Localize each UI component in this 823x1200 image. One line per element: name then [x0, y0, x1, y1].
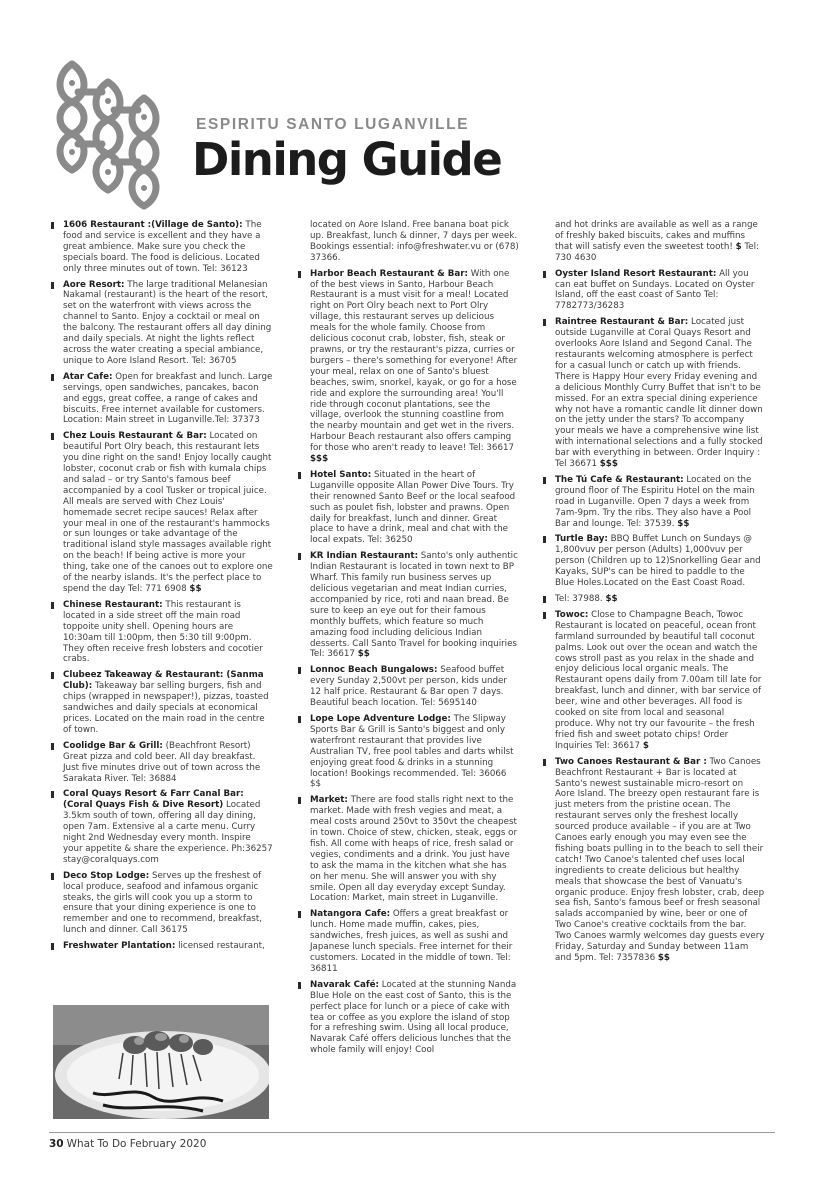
listing-entry	[296, 714, 520, 790]
restaurant-name: Coolidge Bar & Grill:	[63, 740, 163, 751]
bullet-marker	[298, 716, 301, 723]
bullet-marker	[543, 319, 546, 326]
price-rating: $$$	[599, 459, 618, 470]
restaurant-name: Harbor Beach Restaurant & Bar:	[310, 268, 468, 279]
listing-entry	[541, 594, 765, 605]
restaurant-description: Located just outside Luganville at Coral Quays Resort and overlooks Aore Island and Segond Canal. The restaurants welcoming atmosphere is perfect for a casual lunch or catch up with friends. There is Happy Hour every Friday evening and a delicious Monthly Curry Buffet that isn't to be missed. For an extra special dining experience why not have a romantic candle lit dinner down on the jetty under the stars? To accompany your meals we have a comprehensive wine list with international selections and a fully stocked bar with everything in between. Order Inquiry : Tel 36671	[555, 317, 763, 470]
listing-entry	[49, 741, 273, 785]
listing-entry	[49, 280, 273, 367]
listing-entry	[296, 220, 520, 264]
page-footer	[49, 1138, 206, 1150]
restaurant-description: Situated in the heart of Luganville opposite Allan Power Dive Tours. Try their renowned Santo Beef or the local seafood such as poulet fish, lobster and prawns. Open daily for breakfast, lunch and dinner. Great place to have a drink, meal and chat with the local expats. Tel: 36250	[310, 469, 516, 546]
bullet-marker	[298, 553, 301, 560]
listing-entry	[49, 431, 273, 595]
page-title: Dining Guide	[192, 133, 502, 186]
restaurant-name: Aore Resort:	[63, 279, 125, 290]
restaurant-description: Located 3.5km south of town, offering all day dining, open 7am. Extensive al a carte menu. Curry night 2nd Wednesday every month. Inspire your appetite & share the experience. Ph:36257 stay@coralquays.com	[63, 800, 273, 865]
listing-entry	[541, 317, 765, 470]
listing-entry	[49, 670, 273, 735]
listing-entry	[296, 551, 520, 660]
listing-entry	[541, 534, 765, 589]
price-rating: $$	[605, 594, 618, 604]
column-1	[49, 220, 273, 957]
listing-entry	[49, 941, 273, 952]
bullet-marker	[51, 672, 54, 679]
bullet-marker	[298, 472, 301, 479]
bullet-marker	[51, 282, 54, 289]
restaurant-name: KR Indian Restaurant:	[310, 551, 419, 562]
restaurant-name: Lonnoc Beach Bungalows:	[310, 665, 438, 676]
restaurant-name: Hotel Santo:	[310, 469, 372, 480]
restaurant-name: Towoc:	[555, 609, 589, 620]
restaurant-name: Raintree Restaurant & Bar:	[555, 317, 689, 328]
bullet-marker	[51, 791, 54, 798]
listing-entry	[49, 789, 273, 865]
listing-entry	[296, 795, 520, 904]
restaurant-description: located on Aore Island. Free banana boat pick up. Breakfast, lunch & dinner, 7 days per week. Bookings essential: info@freshwater.vu or (678) 37366.	[310, 220, 519, 263]
bullet-marker	[51, 374, 54, 381]
price-rating: $$	[189, 584, 202, 594]
listing-entry	[541, 269, 765, 313]
restaurant-name: Natangora Cafe:	[310, 909, 391, 920]
restaurant-name: Lope Lope Adventure Lodge:	[310, 713, 451, 724]
food-photo	[53, 1005, 269, 1119]
listing-entry	[541, 475, 765, 530]
restaurant-description: Tel: 37988.	[555, 594, 603, 604]
restaurant-description: Two Canoes Beachfront Restaurant + Bar is located at Santo's newest sustainable micro-resort on Aore Island. The breezy open restaurant fare is just meters from the pristine ocean. The restaurant serves only the freshest locally sourced produce available – if you are at Two Canoes early enough you may even see the fishing boats pulling in to the beach to sell their catch! Two Canoe's talented chef uses local ingredients to create delicious but healthy meals that showcase the best of Vanuatu's organic produce. Enjoy fresh lobster, crab, deep sea fish, Santo's famous beef or fresh seasonal salads accompanied by wine, beer or one of Two Canoe's creative cocktails from the bar. Two Canoes warmly welcomes day guests every Friday, Saturday and Sunday between 11am and 5pm. Tel: 7357836	[555, 756, 765, 963]
listing-entry	[296, 980, 520, 1056]
price-rating: $$	[357, 649, 370, 660]
restaurant-name: Deco Stop Lodge:	[63, 870, 150, 881]
listing-entry	[541, 220, 765, 264]
restaurant-description: BBQ Buffet Lunch on Sundays @ 1,800vuv per person (Adults) 1,000vuv per person (Children up to 12)Snorkelling Gear and Kayaks, SUP's can be hired to paddle to the Blue Holes.Located on the East Coast Road.	[555, 534, 761, 589]
bullet-marker	[51, 602, 54, 609]
restaurant-description: Takeaway bar selling burgers, fish and chips (wrapped in newspaper!), pizzas, toasted sandwiches and daily specials at economical prices. Located on the main road in the centre of town.	[63, 681, 269, 735]
bullet-marker	[298, 982, 301, 989]
restaurant-description: licensed restaurant,	[175, 941, 265, 952]
restaurant-description: Santo's only authentic Indian Restaurant is located in town next to BP Wharf. This family run business serves up delicious vegetarian and meat Indian curries, accompanied by rice, roti and naan bread. Be sure to keep an eye out for their famous monthly buffets, which feature so much amazing food including delicious Indian desserts. Call Santo Travel for booking inquiries Tel: 36617	[310, 551, 518, 660]
restaurant-name: Atar Cafe:	[63, 371, 113, 382]
phone-number: Tel: 730 4630	[555, 241, 759, 263]
restaurant-description: Located on beautiful Port Olry beach, this restaurant lets you dine right on the sand! Enjoy locally caught lobster, coconut crab or fish with kumala chips and salad – or try Santo's famous beef accompanied by a cool Tusker or tropical juice. All meals are served with Chez Louis' homemade secret recipe sauces! Relax after your meal in one of the restaurant's hammocks or sun lounges or take advantage of the traditional island style massages available right on the beach! If being active is more your thing, take one of the canoes out to explore one of the nearby islands. It's the perfect place to spend the day Tel: 771 6908	[63, 431, 273, 594]
restaurant-name: Turtle Bay:	[555, 534, 608, 545]
restaurant-name: Freshwater Plantation:	[63, 941, 176, 952]
listing-entry	[296, 269, 520, 465]
listing-entry	[296, 470, 520, 546]
restaurant-name: Clubeez Takeaway & Restaurant: (Sanma Club):	[63, 670, 264, 692]
price-rating: $	[642, 740, 649, 751]
listing-entry	[49, 871, 273, 936]
price-rating: $$	[657, 953, 670, 963]
restaurant-description: With one of the best views in Santo, Harbour Beach Restaurant is a must visit for a meal! Located right on Port Olry beach next to Port Olry village, this restaurant serves up delicious meals for the whole family. Choose from delicious coconut crab, lobster, fish, steak or prawns, or try the restaurant's pizza, curries or burgers – there's something for everyone! After your meal, relax on one of Santo's bluest beaches, swim, snorkel, kayak, or go for a hose ride and explore the surrounding area! You'll ride through coconut plantations, see the village, overlook the stunning coastline from the nearby mountain and get wet in the rivers. Harbour Beach restaurant also offers camping for those who aren't ready to leave! Tel: 36617	[310, 268, 518, 454]
bullet-marker	[298, 667, 301, 674]
listing-entry	[296, 665, 520, 709]
page-number: 30	[49, 1138, 64, 1150]
listing-entry	[541, 610, 765, 752]
restaurant-name: Two Canoes Restaurant & Bar :	[555, 756, 707, 767]
restaurant-description: Close to Champagne Beach, Towoc Restaurant is located on peaceful, ocean front farmland surrounded by beautiful tall coconut palms. Look out over the ocean and watch the cows stroll past as you relax in the shade and enjoy delicious local organic meals. The Restaurant opens daily from 7.00am till late for breakfast, lunch and dinner, with bar service of beer, wine and other beverages. All food is cooked on site from local and seasonal produce. Why not try our favourite – the fresh fried fish and sweet potato chips! Order Inquiries Tel: 36617	[555, 609, 762, 751]
bullet-marker	[51, 943, 54, 950]
bullet-marker	[51, 222, 54, 229]
restaurant-description: Open for breakfast and lunch. Large servings, open sandwiches, pancakes, bacon and eggs, great coffee, a range of cakes and biscuits. Free internet available for customers. Location: Main street in Luganville.Tel: 37373	[63, 371, 273, 426]
bullet-marker	[543, 477, 546, 484]
listing-entry	[49, 220, 273, 275]
listing-entry	[49, 372, 273, 427]
listing-entry	[49, 600, 273, 665]
bullet-marker	[298, 911, 301, 918]
restaurant-name: Navarak Café:	[310, 979, 379, 990]
bullet-marker	[51, 743, 54, 750]
price-rating: $$	[677, 518, 690, 529]
bullet-marker	[51, 873, 54, 880]
restaurant-description: Serves up the freshest of local produce, seafood and infamous organic steaks, the girls will cook you up a storm to ensure that your dining experience is one to remember and one to recommend, breakfast, lunch and dinner. Call 36175	[63, 870, 263, 936]
restaurant-description: There are food stalls right next to the market. Made with fresh vegies and meat, a meal costs around 250vt to 350vt the cheapest in town. Choice of stew, chicken, steak, eggs or fish. All come with heaps of rice, fresh salad or vegies, condiments and a drink. You just have to ask the mama in the kitchen what she has on her menu. She will answer you with shy smile. Open all day everyday except Sunday. Location: Market, main street in Luganville.	[310, 795, 518, 904]
logo-knot-icon	[52, 52, 164, 212]
bullet-marker	[543, 536, 546, 543]
listing-entry	[541, 757, 765, 964]
restaurant-description: (Beachfront Resort) Great pizza and cold beer. All day breakfast. Just five minutes drive out of town across the Sarakata River. Tel: 36884	[63, 740, 261, 784]
restaurant-description: Seafood buffet every Sunday 2,500vt per person, kids under 12 half price. Restaurant & Bar open 7 days. Beautiful beach location. Tel: 5695140	[310, 665, 507, 709]
listing-entry	[296, 909, 520, 974]
restaurant-description: The food and service is excellent and they have a great ambience. Make sure you check the specials board. The food is delicious. Located only three minutes out of town. Tel: 36123	[63, 220, 262, 274]
restaurant-name: Chinese Restaurant:	[63, 599, 163, 610]
bullet-marker	[543, 271, 546, 278]
restaurant-description: The large traditional Melanesian Nakamal (restaurant) is the heart of the resort, set on the waterfront with views across the channel to Santo. Enjoy a cocktail or meal on the balcony. The restaurant offers all day dining and daily specials. At night the lights reflect across the water creating a special ambiance, unique to Aore Island Resort. Tel: 36705	[63, 279, 272, 366]
restaurant-description: Located at the stunning Nanda Blue Hole on the east cost of Santo, this is the perfect place for lunch or a piece of cake with tea or coffee as you explore the island of stop for a refreshing swim. Using all local produce, Navarak Café offers delicious lunches that the whole family will enjoy! Cool	[310, 979, 517, 1056]
bullet-marker	[51, 433, 54, 440]
column-2	[296, 220, 520, 1061]
restaurant-name: Market:	[310, 795, 348, 806]
restaurant-name: Coral Quays Resort & Farr Canal Bar: (Coral Quays Fish & Dive Resort)	[63, 789, 244, 811]
restaurant-name: Oyster Island Resort Restaurant:	[555, 268, 717, 279]
bullet-marker	[543, 612, 546, 619]
price-rating: $$$	[310, 454, 329, 465]
restaurant-name: Chez Louis Restaurant & Bar:	[63, 431, 207, 442]
bullet-marker	[543, 596, 546, 603]
bullet-marker	[543, 759, 546, 766]
restaurant-description: Offers a great breakfast or lunch. Home made muffin, cakes, pies, sandwiches, fresh juices, as well as sushi and Japanese lunch specials. Free internet for their customers. Located in the middle of town. Tel: 36811	[310, 909, 513, 974]
restaurant-name: The Tú Cafe & Restaurant:	[555, 474, 684, 485]
bullet-marker	[298, 271, 301, 278]
restaurant-description: Located on the ground floor of The Espiritu Hotel on the main road in Luganville. Open 7 days a week from 7am-9pm. Try the ribs. They also have a Pool Bar and lounge. Tel: 37539.	[555, 474, 755, 529]
guide-subtitle: ESPIRITU SANTO LUGANVILLE	[196, 116, 470, 133]
publication-name: What To Do February 2020	[66, 1138, 207, 1150]
column-3	[541, 220, 765, 969]
price-rating: $	[735, 241, 742, 252]
restaurant-description: and hot drinks are available as well as a range of freshly baked biscuits, cakes and muffins that will satisfy even the sweetest tooth!	[555, 220, 758, 252]
footer-divider	[49, 1132, 775, 1133]
bullet-marker	[298, 797, 301, 804]
restaurant-description: The Slipway Sports Bar & Grill is Santo's biggest and only waterfront restaurant that provides live Australian TV, free pool tables and darts whilst enjoying great food & drinks in a stunning location! Bookings recommended. Tel: 36066 $$	[310, 713, 514, 790]
restaurant-name: 1606 Restaurant :(Village de Santo):	[63, 220, 243, 230]
restaurant-description: All you can eat buffet on Sundays. Located on Oyster Island, off the east coast of Santo Tel: 7782773/36283	[555, 268, 755, 312]
restaurant-description: This restaurant is located in a side street off the main road toppoite unity shell. Opening hours are 10:30am till 1:00pm, then 5:30 till 9:00pm. They often receive fresh lobsters and cocotier crabs.	[63, 599, 263, 665]
